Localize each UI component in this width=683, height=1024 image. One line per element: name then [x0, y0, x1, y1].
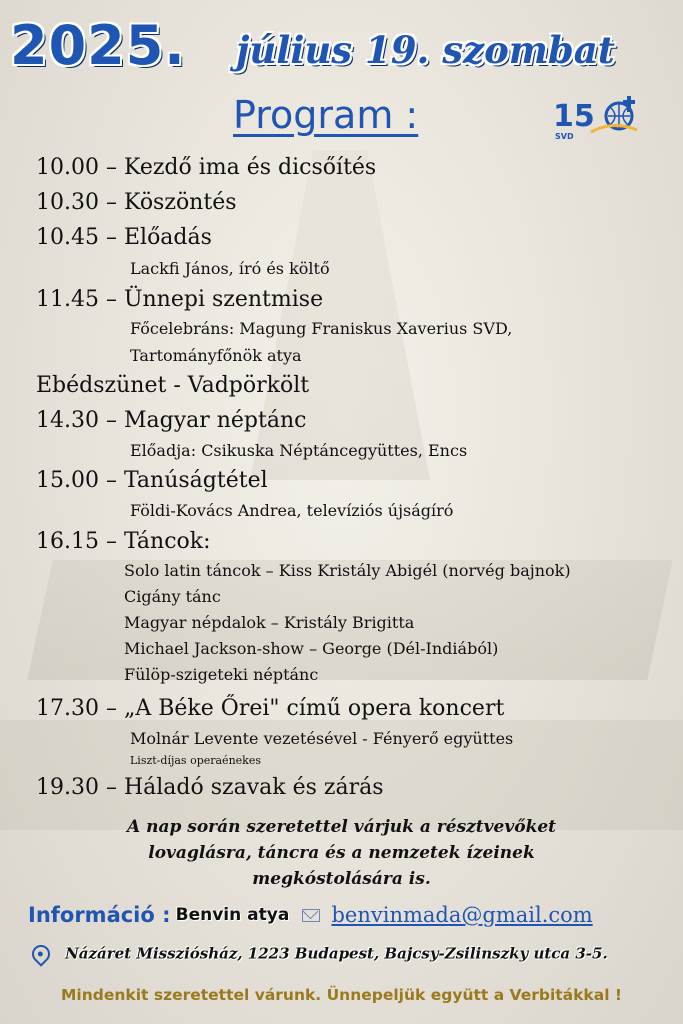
year-heading: 2025.: [10, 14, 186, 77]
program-item: 10.00 – Kezdő ima és dicsőítés: [36, 155, 377, 180]
program-item: 14.30 – Magyar néptánc: [36, 408, 307, 433]
program-detail: Magyar népdalok – Kristály Brigitta: [124, 613, 415, 632]
program-detail: Földi-Kovács Andrea, televíziós újságíró: [130, 501, 454, 520]
header: [10, 10, 673, 80]
svd-150-logo: [553, 92, 641, 142]
closing-line: lovaglásra, táncra és a nemzetek ízeinek: [148, 843, 535, 863]
program-detail: Solo latin táncok – Kiss Kristály Abigél (norvég bajnok): [124, 561, 571, 580]
program-detail: Liszt-díjas operaénekes: [130, 754, 261, 767]
mail-icon: [302, 909, 320, 922]
program-detail: Molnár Levente vezetésével - Fényerő együttes: [130, 729, 514, 748]
info-line: [28, 903, 593, 927]
closing-line: A nap során szeretettel várjuk a résztvevőket: [126, 817, 557, 837]
location-pin-icon: [28, 941, 53, 966]
footer-message: Mindenkit szeretettel várunk. Ünnepeljük együtt a Verbitákkal !: [61, 986, 622, 1004]
program-title: Program :: [233, 93, 419, 137]
program-detail: Cigány tánc: [124, 587, 221, 606]
date-heading: július 19. szombat: [236, 28, 615, 72]
logo-subtext: SVD: [555, 132, 574, 141]
program-item: 19.30 – Háladó szavak és zárás: [36, 775, 384, 800]
logo-number: 15: [553, 99, 595, 134]
program-detail: Tartományfőnök atya: [130, 346, 302, 365]
email-link[interactable]: benvinmada@gmail.com: [331, 903, 593, 927]
program-detail: Főcelebráns: Magung Franiskus Xaverius SVD,: [130, 319, 513, 338]
program-detail: Fülöp-szigeteki néptánc: [124, 665, 319, 684]
program-item: Ebédszünet - Vadpörkölt: [36, 373, 310, 398]
program-detail: Előadja: Csikuska Néptáncegyüttes, Encs: [130, 441, 468, 460]
closing-line: megkóstolására is.: [252, 869, 431, 889]
program-item: 16.15 – Táncok:: [36, 529, 211, 554]
program-item: 15.00 – Tanúságtétel: [36, 468, 268, 493]
address-line: [32, 943, 608, 963]
program-detail: Lackfi János, író és költő: [130, 259, 330, 278]
program-item: 10.30 – Köszöntés: [36, 190, 237, 215]
program-detail: Michael Jackson-show – George (Dél-Indiából): [124, 639, 499, 658]
info-label: Információ :: [28, 903, 171, 927]
program-item: 17.30 – „A Béke Őrei" című opera koncert: [36, 696, 505, 721]
program-item: 10.45 – Előadás: [36, 225, 212, 250]
address-text: Názáret Missziósház, 1223 Budapest, Bajcsy-Zsilinszky utca 3-5.: [65, 944, 608, 963]
contact-name: Benvin atya: [175, 905, 290, 925]
closing-message: [60, 814, 623, 892]
program-item: 11.45 – Ünnepi szentmise: [36, 287, 324, 312]
